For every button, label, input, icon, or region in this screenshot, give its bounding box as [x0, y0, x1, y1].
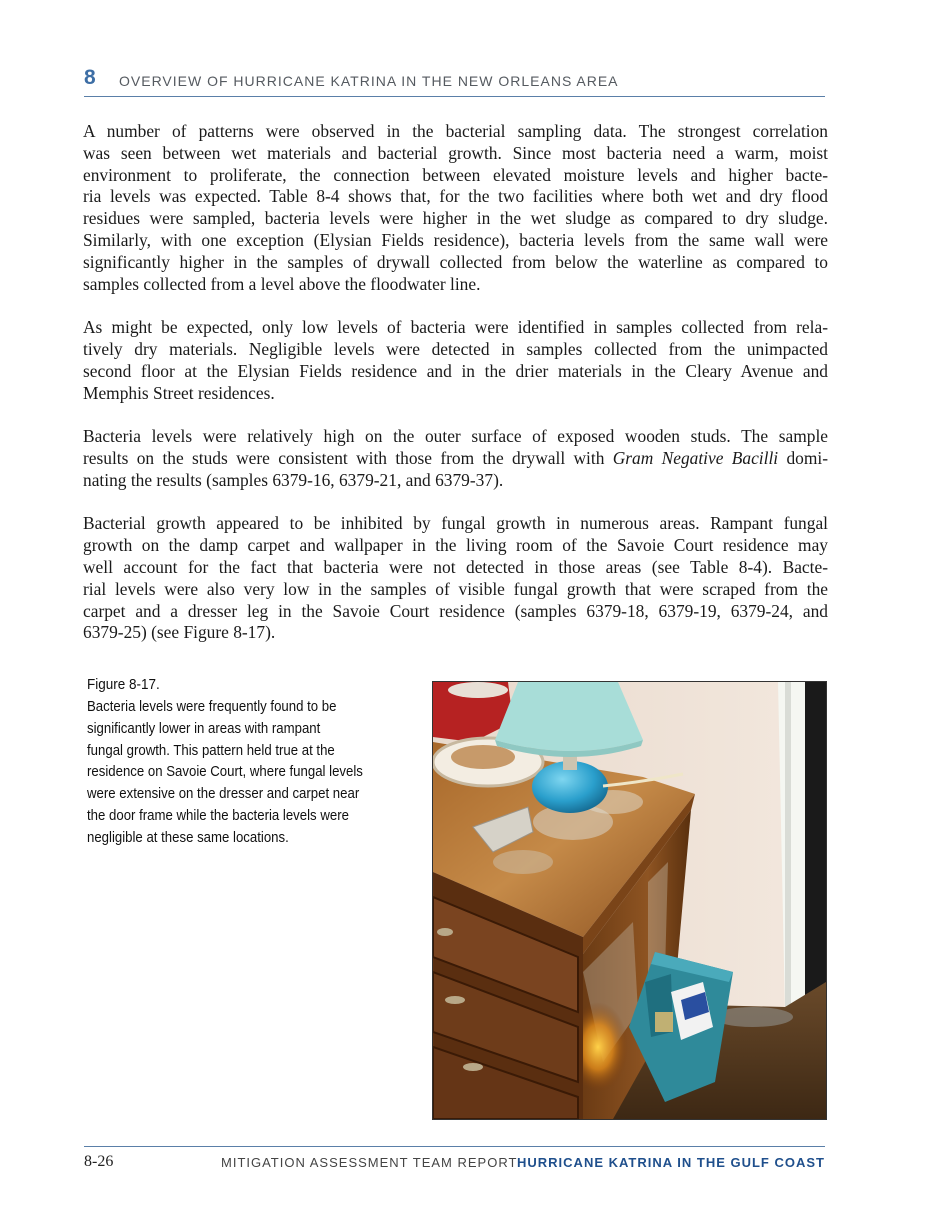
caption-line: residence on Savoie Court, where fungal levels	[87, 763, 363, 781]
paragraph-3	[83, 426, 828, 491]
figure-caption	[87, 674, 407, 849]
text-line: nating the results (samples 6379-16, 6379-21, and 6379-37).	[83, 469, 504, 490]
italic-term: Gram Negative Bacilli	[612, 447, 779, 468]
text-line: growth on the damp carpet and wallpaper in the living room of the Savoie Court residence may	[83, 535, 828, 556]
caption-line: significantly lower in areas with rampant	[87, 719, 321, 737]
text-line: Bacteria levels were relatively high on the outer surface of exposed wooden studs. The sample	[83, 426, 828, 447]
text-line: As might be expected, only low levels of bacteria were identified in samples collected from rela-	[83, 317, 828, 338]
dresser-fungal-growth-illustration	[433, 682, 826, 1119]
page-footer	[84, 1146, 825, 1177]
text-line: Similarly, with one exception (Elysian Fields residence), bacteria levels from the same wall were	[83, 229, 828, 250]
text-line: rial levels were also very low in the samples of visible fungal growth that were scraped from the	[83, 578, 828, 599]
paragraph-2	[83, 317, 828, 404]
chapter-title: OVERVIEW OF HURRICANE KATRINA IN THE NEW ORLEANS AREA	[119, 73, 619, 89]
text-run: domi-	[778, 447, 829, 468]
figure-label: Figure 8-17.	[87, 676, 160, 693]
caption-line: the door frame while the bacteria levels were	[87, 806, 349, 824]
text-line: Memphis Street residences.	[83, 382, 275, 403]
text-line: carpet and a dresser leg in the Savoie Court residence (samples 6379-18, 6379-19, 6379-24, and	[83, 600, 828, 621]
text-line: Bacterial growth appeared to be inhibited by fungal growth in numerous areas. Rampant fungal	[83, 513, 828, 534]
text-line: significantly higher in the samples of drywall collected from below the waterline as compared to	[83, 251, 828, 272]
caption-line: fungal growth. This pattern held true at the	[87, 741, 335, 759]
paragraph-1	[83, 121, 828, 295]
caption-line: negligible at these same locations.	[87, 828, 289, 846]
chapter-number: 8	[84, 66, 96, 89]
body-text	[83, 121, 828, 666]
caption-line: were extensive on the dresser and carpet near	[87, 785, 360, 803]
text-line: ria levels was expected. Table 8-4 shows that, for the two facilities where both wet and dry flood	[83, 186, 828, 207]
paragraph-4	[83, 513, 828, 644]
text-line	[83, 448, 828, 470]
page-header	[84, 66, 825, 97]
page-number: 8-26	[84, 1153, 114, 1170]
series-name: HURRICANE KATRINA IN THE GULF COAST	[517, 1155, 825, 1170]
text-line: residues were sampled, bacteria levels were higher in the wet sludge as compared to dry sludge.	[83, 208, 828, 229]
figure-photo	[432, 681, 827, 1120]
text-line: environment to proliferate, the connection between elevated moisture levels and higher bacte-	[83, 164, 828, 185]
text-line: well account for the fact that bacteria were not detected in those areas (see Table 8-4). Bacte-	[83, 556, 828, 577]
text-line: A number of patterns were observed in the bacterial sampling data. The strongest correlation	[83, 121, 828, 141]
text-line: samples collected from a level above the floodwater line.	[83, 273, 481, 294]
report-name: MITIGATION ASSESSMENT TEAM REPORT	[221, 1155, 518, 1170]
caption-line: Bacteria levels were frequently found to be	[87, 698, 337, 715]
text-line: second floor at the Elysian Fields residence and in the drier materials in the Cleary Avenue and	[83, 360, 828, 381]
text-run: results on the studs were consistent with those from the drywall with	[83, 447, 613, 468]
text-line: 6379-25) (see Figure 8-17).	[83, 622, 276, 643]
text-line: was seen between wet materials and bacterial growth. Since most bacteria need a warm, moist	[83, 142, 828, 163]
text-line: tively dry materials. Negligible levels were detected in samples collected from the unimpacted	[83, 338, 828, 359]
